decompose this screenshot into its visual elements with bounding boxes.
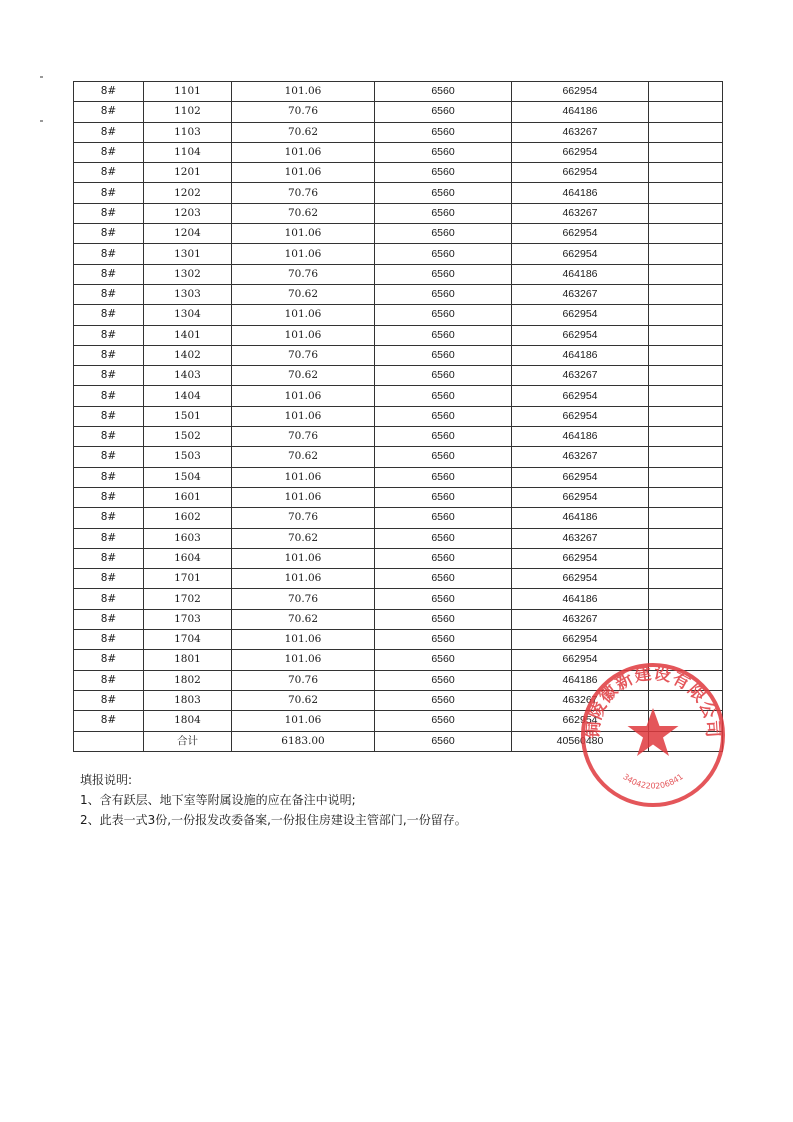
building-cell: 8# <box>74 467 144 487</box>
area-cell: 70.62 <box>232 122 375 142</box>
total-price-cell: 662954 <box>512 82 649 102</box>
unit-price-cell: 6560 <box>375 447 512 467</box>
unit-number-cell: 1203 <box>144 203 232 223</box>
table-row <box>74 224 723 244</box>
area-cell: 101.06 <box>232 548 375 568</box>
note-cell <box>649 569 723 589</box>
area-cell: 70.62 <box>232 203 375 223</box>
building-cell: 8# <box>74 386 144 406</box>
unit-price-cell: 6560 <box>375 569 512 589</box>
total-price-cell: 662954 <box>512 142 649 162</box>
unit-number-cell: 1304 <box>144 305 232 325</box>
area-cell: 101.06 <box>232 630 375 650</box>
total-price-cell: 662954 <box>512 305 649 325</box>
note-cell <box>649 589 723 609</box>
total-price-cell: 662954 <box>512 650 649 670</box>
note-cell <box>649 386 723 406</box>
note-cell <box>649 467 723 487</box>
area-cell: 101.06 <box>232 224 375 244</box>
seal-star-icon <box>628 708 679 756</box>
unit-number-cell: 1804 <box>144 711 232 731</box>
total-price-cell: 463267 <box>512 284 649 304</box>
seal-company-name: 铜陵徽新建设有限公司 <box>583 663 723 740</box>
summary-price-cell: 6560 <box>375 731 512 751</box>
scan-mark <box>40 76 43 78</box>
unit-price-cell: 6560 <box>375 264 512 284</box>
note-cell <box>649 487 723 507</box>
area-cell: 70.76 <box>232 589 375 609</box>
building-cell: 8# <box>74 406 144 426</box>
unit-price-cell: 6560 <box>375 670 512 690</box>
unit-price-cell: 6560 <box>375 82 512 102</box>
total-price-cell: 662954 <box>512 325 649 345</box>
note-cell <box>649 264 723 284</box>
unit-price-cell: 6560 <box>375 244 512 264</box>
building-cell: 8# <box>74 366 144 386</box>
unit-number-cell: 1402 <box>144 345 232 365</box>
building-cell: 8# <box>74 630 144 650</box>
building-cell: 8# <box>74 284 144 304</box>
unit-number-cell: 1702 <box>144 589 232 609</box>
unit-number-cell: 1303 <box>144 284 232 304</box>
table-row <box>74 305 723 325</box>
unit-price-cell: 6560 <box>375 589 512 609</box>
unit-number-cell: 1104 <box>144 142 232 162</box>
unit-number-cell: 1302 <box>144 264 232 284</box>
table-row <box>74 609 723 629</box>
area-cell: 70.62 <box>232 690 375 710</box>
table-row <box>74 386 723 406</box>
building-cell: 8# <box>74 508 144 528</box>
unit-price-cell: 6560 <box>375 690 512 710</box>
summary-total-cell: 40560480 <box>512 731 649 751</box>
area-cell: 70.62 <box>232 284 375 304</box>
note-cell <box>649 609 723 629</box>
table-row <box>74 406 723 426</box>
table-row <box>74 284 723 304</box>
unit-number-cell: 1502 <box>144 427 232 447</box>
table-row <box>74 548 723 568</box>
area-cell: 101.06 <box>232 650 375 670</box>
unit-price-cell: 6560 <box>375 487 512 507</box>
building-cell: 8# <box>74 224 144 244</box>
total-price-cell: 662954 <box>512 163 649 183</box>
building-cell: 8# <box>74 122 144 142</box>
area-cell: 101.06 <box>232 467 375 487</box>
total-price-cell: 662954 <box>512 467 649 487</box>
unit-number-cell: 1802 <box>144 670 232 690</box>
unit-number-cell: 1404 <box>144 386 232 406</box>
unit-price-cell: 6560 <box>375 102 512 122</box>
building-cell: 8# <box>74 427 144 447</box>
table-row <box>74 467 723 487</box>
summary-label-cell: 合计 <box>144 731 232 751</box>
area-cell: 101.06 <box>232 406 375 426</box>
unit-price-cell: 6560 <box>375 467 512 487</box>
unit-number-cell: 1604 <box>144 548 232 568</box>
note-cell <box>649 82 723 102</box>
note-cell <box>649 427 723 447</box>
note-cell <box>649 183 723 203</box>
note-cell <box>649 406 723 426</box>
area-cell: 70.76 <box>232 670 375 690</box>
building-cell: 8# <box>74 569 144 589</box>
total-price-cell: 662954 <box>512 711 649 731</box>
unit-number-cell: 1704 <box>144 630 232 650</box>
total-price-cell: 463267 <box>512 609 649 629</box>
table-row <box>74 630 723 650</box>
table-row <box>74 142 723 162</box>
total-price-cell: 662954 <box>512 487 649 507</box>
unit-number-cell: 1202 <box>144 183 232 203</box>
area-cell: 101.06 <box>232 142 375 162</box>
table-row <box>74 427 723 447</box>
building-cell: 8# <box>74 203 144 223</box>
building-cell: 8# <box>74 142 144 162</box>
note-cell <box>649 366 723 386</box>
table-row <box>74 569 723 589</box>
unit-number-cell: 1602 <box>144 508 232 528</box>
total-price-cell: 463267 <box>512 366 649 386</box>
total-price-cell: 463267 <box>512 203 649 223</box>
unit-price-cell: 6560 <box>375 183 512 203</box>
area-cell: 101.06 <box>232 487 375 507</box>
note-cell <box>649 122 723 142</box>
unit-number-cell: 1301 <box>144 244 232 264</box>
total-price-cell: 463267 <box>512 447 649 467</box>
unit-number-cell: 1801 <box>144 650 232 670</box>
note-cell <box>649 305 723 325</box>
note-cell <box>649 548 723 568</box>
total-price-cell: 662954 <box>512 386 649 406</box>
building-cell: 8# <box>74 447 144 467</box>
table-row <box>74 163 723 183</box>
unit-number-cell: 1703 <box>144 609 232 629</box>
unit-number-cell: 1101 <box>144 82 232 102</box>
building-cell: 8# <box>74 487 144 507</box>
building-cell: 8# <box>74 548 144 568</box>
unit-number-cell: 1603 <box>144 528 232 548</box>
area-cell: 70.76 <box>232 102 375 122</box>
area-cell: 70.62 <box>232 528 375 548</box>
unit-number-cell: 1504 <box>144 467 232 487</box>
area-cell: 101.06 <box>232 82 375 102</box>
area-cell: 70.62 <box>232 447 375 467</box>
unit-number-cell: 1201 <box>144 163 232 183</box>
unit-number-cell: 1803 <box>144 690 232 710</box>
unit-price-cell: 6560 <box>375 609 512 629</box>
building-cell: 8# <box>74 163 144 183</box>
building-cell: 8# <box>74 325 144 345</box>
unit-price-cell: 6560 <box>375 224 512 244</box>
total-price-cell: 464186 <box>512 102 649 122</box>
building-cell: 8# <box>74 690 144 710</box>
price-table-body <box>74 82 723 752</box>
unit-price-cell: 6560 <box>375 142 512 162</box>
summary-area-cell: 6183.00 <box>232 731 375 751</box>
area-cell: 101.06 <box>232 569 375 589</box>
area-cell: 101.06 <box>232 163 375 183</box>
unit-number-cell: 1503 <box>144 447 232 467</box>
area-cell: 70.76 <box>232 427 375 447</box>
unit-number-cell: 1102 <box>144 102 232 122</box>
note-cell <box>649 142 723 162</box>
table-row <box>74 345 723 365</box>
area-cell: 70.76 <box>232 264 375 284</box>
unit-price-cell: 6560 <box>375 508 512 528</box>
unit-price-cell: 6560 <box>375 366 512 386</box>
total-price-cell: 662954 <box>512 406 649 426</box>
building-cell: 8# <box>74 589 144 609</box>
building-cell: 8# <box>74 711 144 731</box>
note-cell <box>649 528 723 548</box>
unit-price-cell: 6560 <box>375 386 512 406</box>
unit-price-cell: 6560 <box>375 325 512 345</box>
unit-number-cell: 1501 <box>144 406 232 426</box>
building-cell: 8# <box>74 183 144 203</box>
total-price-cell: 464186 <box>512 427 649 447</box>
unit-price-cell: 6560 <box>375 345 512 365</box>
table-row <box>74 183 723 203</box>
total-price-cell: 464186 <box>512 670 649 690</box>
total-price-cell: 662954 <box>512 630 649 650</box>
unit-price-cell: 6560 <box>375 122 512 142</box>
unit-price-cell: 6560 <box>375 528 512 548</box>
area-cell: 101.06 <box>232 386 375 406</box>
table-row <box>74 447 723 467</box>
unit-price-cell: 6560 <box>375 650 512 670</box>
note-cell <box>649 325 723 345</box>
price-table <box>73 81 723 752</box>
unit-number-cell: 1701 <box>144 569 232 589</box>
note-cell <box>649 284 723 304</box>
area-cell: 101.06 <box>232 325 375 345</box>
table-row <box>74 203 723 223</box>
building-cell: 8# <box>74 528 144 548</box>
unit-price-cell: 6560 <box>375 406 512 426</box>
total-price-cell: 464186 <box>512 345 649 365</box>
building-cell: 8# <box>74 102 144 122</box>
total-price-cell: 662954 <box>512 548 649 568</box>
unit-number-cell: 1103 <box>144 122 232 142</box>
table-row <box>74 264 723 284</box>
note-cell <box>649 244 723 264</box>
area-cell: 70.76 <box>232 345 375 365</box>
note-cell <box>649 345 723 365</box>
table-row <box>74 528 723 548</box>
building-cell: 8# <box>74 650 144 670</box>
area-cell: 70.62 <box>232 366 375 386</box>
note-cell <box>649 163 723 183</box>
area-cell: 70.62 <box>232 609 375 629</box>
table-row <box>74 244 723 264</box>
building-cell: 8# <box>74 670 144 690</box>
seal-code: 3404220206841 <box>621 772 685 791</box>
note-cell <box>649 508 723 528</box>
table-row <box>74 487 723 507</box>
note-cell <box>649 224 723 244</box>
total-price-cell: 463267 <box>512 528 649 548</box>
total-price-cell: 662954 <box>512 569 649 589</box>
unit-price-cell: 6560 <box>375 163 512 183</box>
total-price-cell: 464186 <box>512 508 649 528</box>
total-price-cell: 463267 <box>512 690 649 710</box>
note-cell <box>649 630 723 650</box>
notes-heading: 填报说明: <box>80 773 133 787</box>
scan-mark <box>40 120 43 122</box>
area-cell: 70.76 <box>232 508 375 528</box>
unit-price-cell: 6560 <box>375 711 512 731</box>
building-cell: 8# <box>74 82 144 102</box>
table-row <box>74 325 723 345</box>
building-cell: 8# <box>74 609 144 629</box>
table-row <box>74 589 723 609</box>
note-cell <box>649 447 723 467</box>
area-cell: 70.76 <box>232 183 375 203</box>
area-cell: 101.06 <box>232 244 375 264</box>
note-cell <box>649 102 723 122</box>
note-cell <box>649 203 723 223</box>
unit-price-cell: 6560 <box>375 284 512 304</box>
total-price-cell: 464186 <box>512 589 649 609</box>
table-row <box>74 82 723 102</box>
table-row <box>74 122 723 142</box>
table-row <box>74 508 723 528</box>
area-cell: 101.06 <box>232 305 375 325</box>
total-price-cell: 662954 <box>512 244 649 264</box>
unit-price-cell: 6560 <box>375 548 512 568</box>
building-cell: 8# <box>74 345 144 365</box>
area-cell: 101.06 <box>232 711 375 731</box>
unit-price-cell: 6560 <box>375 203 512 223</box>
total-price-cell: 662954 <box>512 224 649 244</box>
unit-number-cell: 1403 <box>144 366 232 386</box>
building-cell: 8# <box>74 244 144 264</box>
unit-price-cell: 6560 <box>375 630 512 650</box>
unit-number-cell: 1601 <box>144 487 232 507</box>
building-cell: 8# <box>74 305 144 325</box>
note-item-1: 1、含有跃层、地下室等附属设施的应在备注中说明; <box>80 793 356 807</box>
table-row <box>74 366 723 386</box>
total-price-cell: 464186 <box>512 264 649 284</box>
total-price-cell: 463267 <box>512 122 649 142</box>
summary-building-cell <box>74 731 144 751</box>
building-cell: 8# <box>74 264 144 284</box>
unit-number-cell: 1401 <box>144 325 232 345</box>
unit-number-cell: 1204 <box>144 224 232 244</box>
unit-price-cell: 6560 <box>375 427 512 447</box>
table-row <box>74 102 723 122</box>
unit-price-cell: 6560 <box>375 305 512 325</box>
note-item-2: 2、此表一式3份,一份报发改委备案,一份报住房建设主管部门,一份留存。 <box>80 813 467 827</box>
company-seal <box>578 660 728 810</box>
total-price-cell: 464186 <box>512 183 649 203</box>
